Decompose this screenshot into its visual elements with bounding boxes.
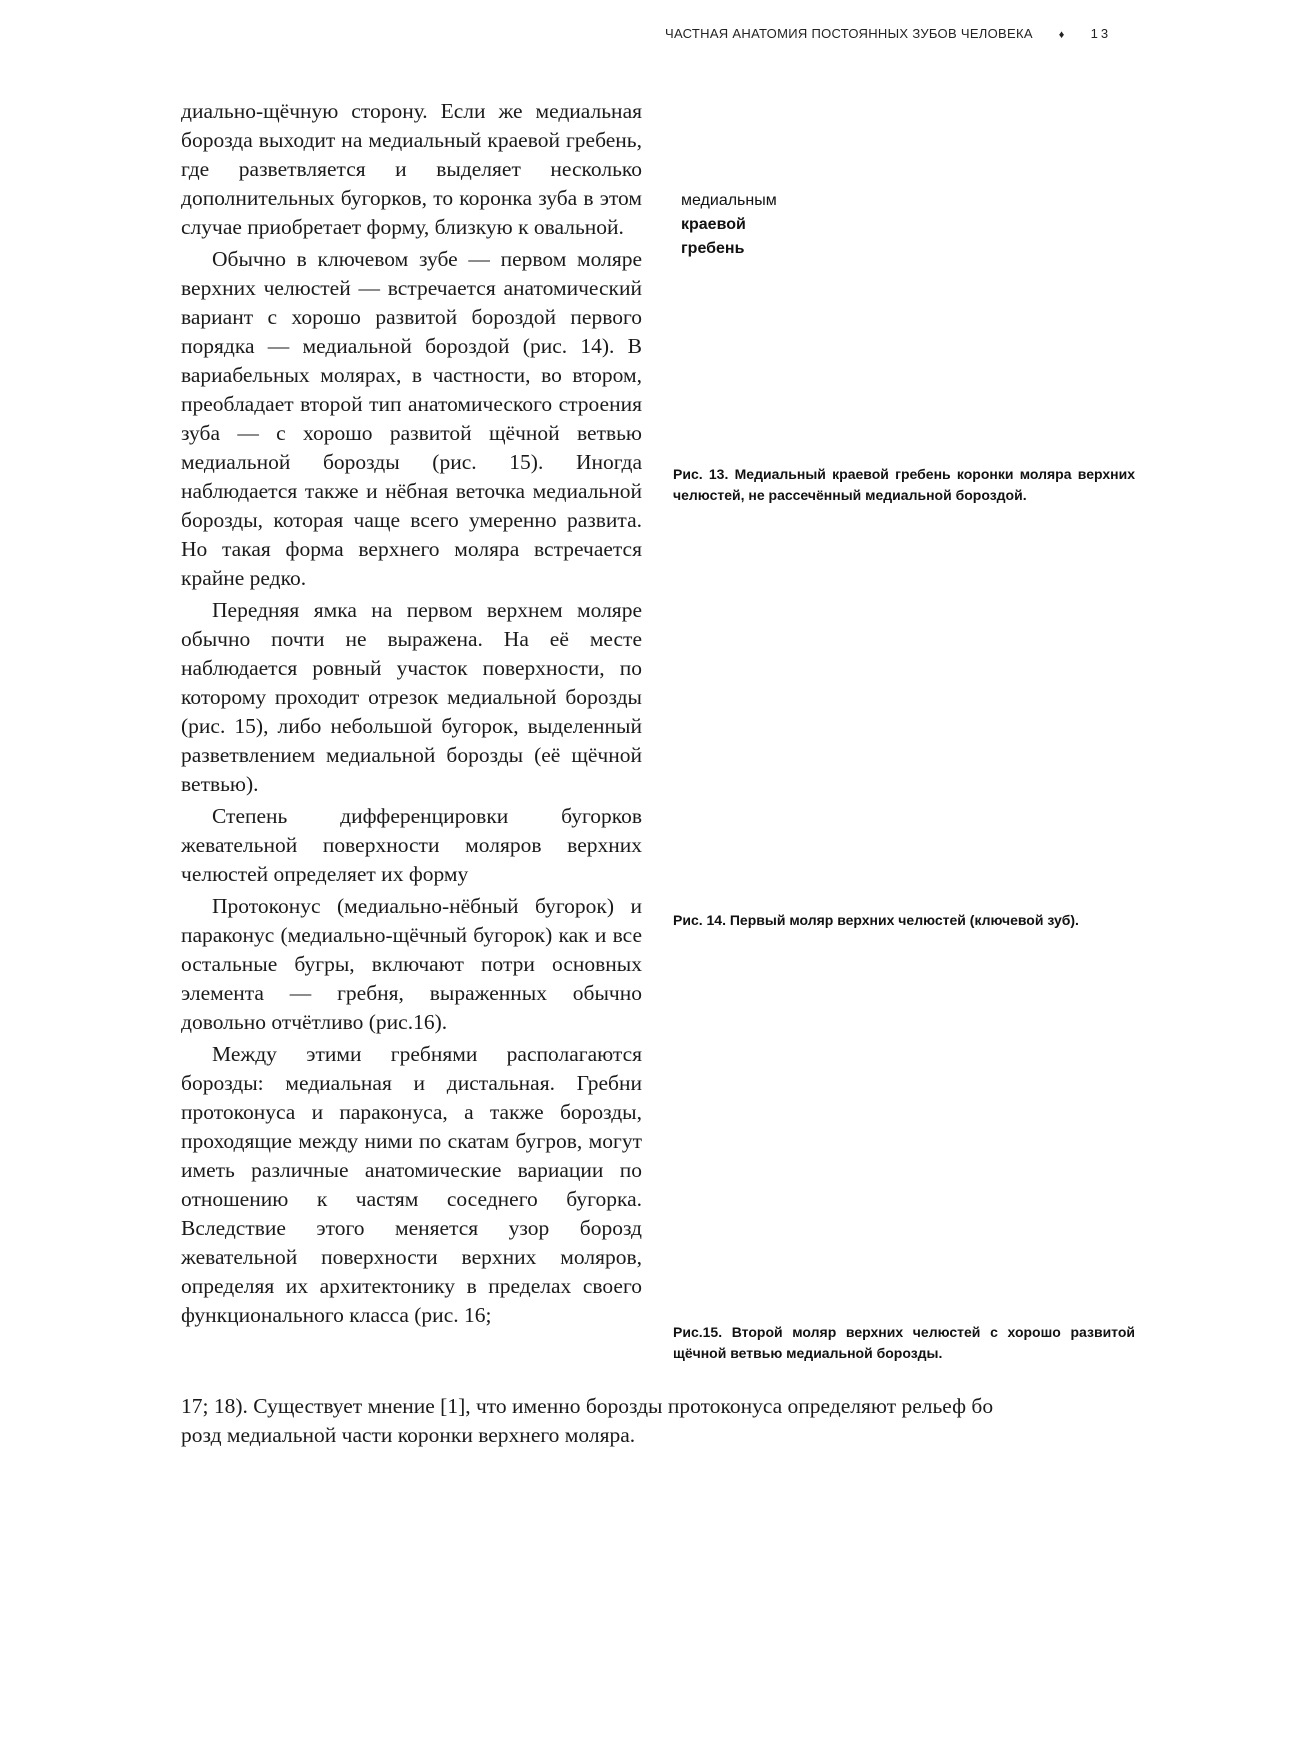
paragraph: Между этими гребнями располагаются борозды: медиальная и дистальная. Гребни протоконуса и параконуса, а также борозды, проходящие между ними по скатам бугров, могут иметь различные анатомические вариации по отношению к частям соседнего бугорка. Вследствие этого меняется узор борозд жевательной поверхности верхних моляров, определяя их архитектонику в пределах своего функционального класса (рис. 16; xyxy=(181,1042,642,1327)
page-number: 13 xyxy=(1090,26,1112,41)
figure-14-caption: Рис. 14. Первый моляр верхних челюстей (ключевой зуб). xyxy=(673,912,1079,928)
paragraph: диально-щёчную сторону. Если же медиальная борозда выходит на медиальный краевой гребень, где разветвляется и выделяет несколько дополнительных бугорков, то коронка зуба в этом случае приобретает форму, близкую к овальной. xyxy=(181,99,642,239)
figure-13-label: гребень xyxy=(681,240,745,257)
figure-13-labels xyxy=(681,189,777,261)
figure-15-image-area xyxy=(673,950,1135,1320)
figure-15-caption: Рис.15. Второй моляр верхних челюстей с хорошо развитой щёчной ветвью медиальной борозды. xyxy=(673,1324,1135,1361)
paragraph: Передняя ямка на первом верхнем моляре обычно почти не выражена. На её месте наблюдается ровный участок поверхности, по которому проходит отрезок медиальной борозды (рис. 15), либо небольшой бугорок, выделенный разветвлением медиальной борозды (её щёчной ветвью). xyxy=(181,598,642,796)
continuation-line: 17; 18). Существует мнение [1], что именно борозды протоконуса определяют рельеф бо xyxy=(181,1394,994,1418)
figure-13-image-area xyxy=(673,95,1135,455)
figure-14-image-area xyxy=(673,520,1135,900)
paragraph: Степень дифференцировки бугорков жевательной поверхности моляров верхних челюстей определяет их форму xyxy=(181,804,642,886)
figure-13-caption: Рис. 13. Медиальный краевой гребень коронки моляра верхних челюстей, не рассечённый медиальной бороздой. xyxy=(673,466,1135,503)
running-header xyxy=(665,26,1145,41)
continuation-line: розд медиальной части коронки верхнего моляра. xyxy=(181,1423,636,1447)
paragraph: Обычно в ключевом зубе — первом моляре верхних челюстей — встречается анатомический вариант с хорошо развитой бороздой первого порядка — медиальной бороздой (рис. 14). В вариабельных молярах, в частности, во втором, преобладает второй тип анатомического строения зуба — с хорошо развитой щёчной ветвью медиальной борозды (рис. 15). Иногда наблюдается также и нёбная веточка медиальной борозды, которая чаще всего умеренно развита. Но такая форма верхнего моляра встречается крайне редко. xyxy=(181,247,642,590)
diamond-icon: ♦ xyxy=(1058,29,1065,41)
paragraph: Протоконус (медиально-нёбный бугорок) и параконус (медиально-щёчный бугорок) как и все остальные бугры, включают потри основных элемента — гребня, выраженных обычно довольно отчётливо (рис.16). xyxy=(181,894,642,1034)
figure-13-label: краевой xyxy=(681,216,746,233)
running-title: ЧАСТНАЯ АНАТОМИЯ ПОСТОЯННЫХ ЗУБОВ ЧЕЛОВЕКА xyxy=(665,26,1033,41)
main-text-column xyxy=(181,97,642,1330)
figure-13-label: медиальным xyxy=(681,192,777,209)
